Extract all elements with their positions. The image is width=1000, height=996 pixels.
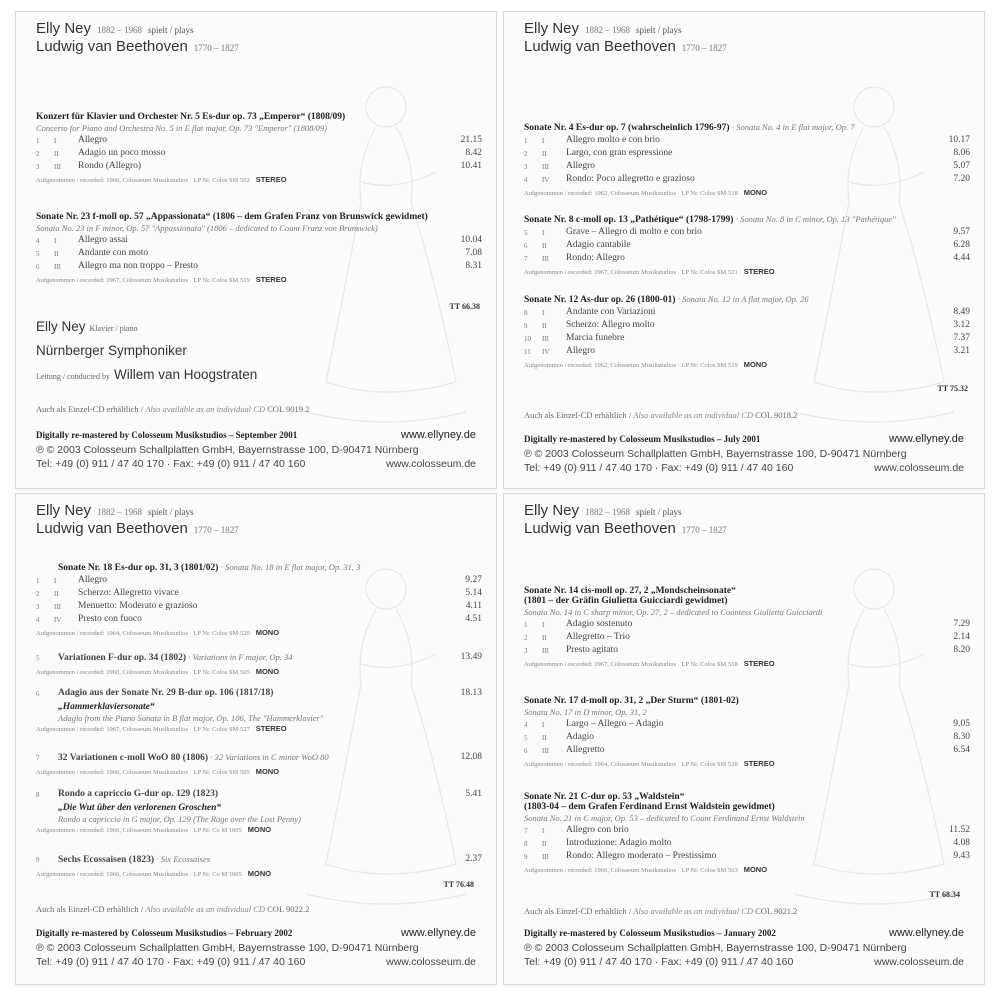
work-dedication: (1803-04 – dem Grafen Ferdinand Ernst Waldstein gewidmet) [524, 802, 775, 812]
header [524, 502, 727, 538]
track-row: 1 I Adagio sostenuto 7.29 [524, 619, 970, 629]
ellyney-url: www.ellyney.de [889, 433, 964, 445]
artist-name: Elly Ney [36, 502, 92, 519]
work-block: 8 Rondo a capriccio G-dur op. 129 (1823) 5.41 „Die Wut über den verlorenen Groschen“ Rondo a capriccio in G major, Op. 129 (The Rage over the Lost Penny) Aufgenommen / recorded: 1960, Colosseum Musikstudios · LP Nr. Co M 1005 MONO [36, 789, 482, 834]
track-row: 5 II Adagio 8.30 [524, 732, 970, 742]
work-years: (1800-01) [637, 295, 676, 305]
performers [36, 318, 257, 390]
work-title: Sonate Nr. 23 f-moll op. 57 „Appassionata“ [36, 212, 211, 222]
track-row: 5 II Andante con moto 7.08 [36, 248, 482, 258]
track-row: 3 III Presto agitato 8.20 [524, 645, 970, 655]
composer-name: Ludwig van Beethoven [36, 38, 188, 55]
track-row: 3 III Menuetto: Moderato e grazioso 4.11 [36, 601, 482, 611]
work-block [36, 112, 482, 184]
work-title: Sonate Nr. 8 c-moll op. 13 „Pathétique“ [524, 215, 684, 225]
work-title: Variationen F-dur op. 34 [58, 653, 159, 663]
track-row: 10 III Marcia funebre 7.37 [524, 333, 970, 343]
work-english-title: Concerto for Piano and Orchestra No. 5 in E flat major, Op. 73 "Emperor" (1808/09) [36, 123, 328, 133]
colosseum-url: www.colosseum.de [386, 956, 476, 968]
artist-years: 1882 – 1968 [585, 507, 631, 517]
track-row: 3 III Allegro 5.07 [524, 161, 970, 171]
footer [36, 430, 476, 472]
header [524, 20, 727, 56]
artist-years: 1882 – 1968 [97, 25, 143, 35]
track-row: 2 II Adagio un poco mosso 8.42 [36, 148, 482, 158]
recording-info: Aufgenommen / recorded: 1964, Colosseum Musikstudios · LP Nr. Colos SM 520 STEREO [524, 759, 775, 768]
work-block [36, 212, 482, 284]
track-row: 1 I Allegro 21.15 [36, 135, 482, 145]
work-block [524, 792, 970, 874]
footer [524, 928, 964, 970]
work-years: (1801-02) [700, 696, 739, 706]
track-row: 7 I Allegro con brio 11.52 [524, 825, 970, 835]
footer [524, 434, 964, 476]
composer-name: Ludwig van Beethoven [524, 38, 676, 55]
header [36, 502, 239, 538]
conductor-label: Leitung / conducted by [36, 372, 110, 381]
work-block: 6 Adagio aus der Sonate Nr. 29 B-dur op. 106 (1817/18) 18.13 „Hammerklaviersonate“ Adagio from the Piano Sonata in B flat major, Op. 106, The "Hammerklavier" Aufgenommen / recorded: 1967, Colosseum Musikstudios · LP Nr. Colos SM 527 STEREO [36, 688, 482, 733]
cd-back-cover-variations [16, 494, 496, 984]
composer-name: Ludwig van Beethoven [524, 520, 676, 537]
track-row: 3 III Rondo (Allegro) 10.41 [36, 161, 482, 171]
recording-info: Aufgenommen / recorded: 1960, Colosseum Musikstudios · LP Nr. Colos SM 502 STEREO [36, 175, 287, 184]
plays-label: spielt / plays [148, 25, 194, 35]
phone-fax: Tel: +49 (0) 911 / 47 40 170 · Fax: +49 (0) 911 / 47 40 160 [36, 458, 306, 470]
phone-fax: Tel: +49 (0) 911 / 47 40 170 · Fax: +49 (0) 911 / 47 40 160 [524, 956, 794, 968]
recording-info: Aufgenommen / recorded: 1964, Colosseum Musikstudios · LP Nr. Colos SM 520 MONO [36, 628, 280, 637]
copyright-line: ℗ © 2003 Colosseum Schallplatten GmbH, Bayernstrasse 100, D-90471 Nürnberg [36, 942, 419, 954]
copyright-line: ℗ © 2003 Colosseum Schallplatten GmbH, Bayernstrasse 100, D-90471 Nürnberg [524, 448, 907, 460]
track-row: 5 I Grave – Allegro di molto e con brio 9.57 [524, 227, 970, 237]
composer-years: 1770 – 1827 [193, 43, 239, 53]
individual-cd-note: Auch als Einzel-CD erhältlich / Also available as an individual CD COL 9018.2 [524, 410, 798, 420]
individual-cd-note: Auch als Einzel-CD erhältlich / Also available as an individual CD COL 9019.2 [36, 404, 310, 414]
track-row: 2 II Allegretto – Trio 2.14 [524, 632, 970, 642]
cd-back-cover-pathetique [504, 12, 984, 488]
work-english-title: · Sonata No. 18 in E flat major, Op. 31, 3 [220, 562, 361, 572]
performer-name: Elly Ney [36, 319, 86, 334]
work-dedication: (1801 – der Gräfin Giulietta Guicciardi gewidmet) [524, 596, 728, 606]
remaster-note: Digitally re-mastered by Colosseum Musikstudios – January 2002 [524, 928, 776, 938]
track-row: 9 III Rondo: Allegro moderato – Prestissimo 9.43 [524, 851, 970, 861]
individual-cd-note: Auch als Einzel-CD erhältlich / Also available as an individual CD COL 9022.2 [36, 904, 310, 914]
track-row: 4 IV Rondo: Poco allegretto e grazioso 7.20 [524, 174, 970, 184]
individual-cd-note: Auch als Einzel-CD erhältlich / Also available as an individual CD COL 9021.2 [524, 906, 798, 916]
performer-role: Klavier / piano [89, 324, 138, 333]
recording-info: Aufgenommen / recorded: 1967, Colosseum Musikstudios · LP Nr. Colos SM 518 STEREO [524, 659, 775, 668]
recording-info: Aufgenommen / recorded: 1967, Colosseum Musikstudios · LP Nr. Colos SM 519 STEREO [36, 275, 287, 284]
work-title: Adagio aus der Sonate Nr. 29 B-dur op. 106 [58, 688, 234, 698]
track-row: 4 I Largo – Allegro – Adagio 9.05 [524, 719, 970, 729]
phone-fax: Tel: +49 (0) 911 / 47 40 170 · Fax: +49 (0) 911 / 47 40 160 [36, 956, 306, 968]
work-title: Konzert für Klavier und Orchester Nr. 5 Es-dur op. 73 „Emperor“ [36, 112, 306, 122]
work-title: Sonate Nr. 18 Es-dur op. 31, 3 [58, 563, 179, 573]
work-block [524, 696, 970, 768]
recording-info: Aufgenommen / recorded: 1960, Colosseum Musikstudios · LP Nr. Co M 1005 MONO [36, 869, 272, 878]
footer [36, 928, 476, 970]
recording-info: Aufgenommen / recorded: 1960, Colosseum Musikstudios · LP Nr. Colos SM 505 MONO [36, 767, 280, 776]
total-time: TT 68.34 [929, 890, 960, 899]
ellyney-url: www.ellyney.de [401, 927, 476, 939]
recording-info: Aufgenommen / recorded: 1960, Colosseum Musikstudios · LP Nr. Colos SM 505 MONO [36, 667, 280, 676]
work-block [524, 294, 970, 369]
total-time: TT 66.38 [449, 302, 480, 311]
composer-years: 1770 – 1827 [681, 43, 727, 53]
track-row: 6 II Adagio cantabile 6.28 [524, 240, 970, 250]
composer-name: Ludwig van Beethoven [36, 520, 188, 537]
header [36, 20, 239, 56]
work-title: Sechs Ecossaisen [58, 855, 127, 865]
track-row: 1 I Allegro 9.27 [36, 575, 482, 585]
work-block [524, 586, 970, 668]
recording-info: Aufgenommen / recorded: 1960, Colosseum Musikstudios · LP Nr. Co M 1005 MONO [36, 825, 272, 834]
track-row: 4 IV Presto con fuoco 4.51 [36, 614, 482, 624]
artist-name: Elly Ney [36, 20, 92, 37]
remaster-note: Digitally re-mastered by Colosseum Musikstudios – July 2001 [524, 434, 761, 444]
recording-info: Aufgenommen / recorded: 1960, Colosseum Musikstudios · LP Nr. Colos SM 503 MONO [524, 865, 768, 874]
plays-label: spielt / plays [148, 507, 194, 517]
phone-fax: Tel: +49 (0) 911 / 47 40 170 · Fax: +49 (0) 911 / 47 40 160 [524, 462, 794, 474]
recording-info: Aufgenommen / recorded: 1962, Colosseum Musikstudios · LP Nr. Colos SM 518 MONO [524, 188, 768, 197]
work-english-title: Sonata No. 17 in D minor, Op. 31, 2 [524, 707, 647, 717]
recording-info: Aufgenommen / recorded: 1967, Colosseum Musikstudios · LP Nr. Colos SM 521 STEREO [524, 267, 775, 276]
remaster-note: Digitally re-mastered by Colosseum Musikstudios – February 2002 [36, 928, 293, 938]
work-title: 32 Variationen c-moll WoO 80 [58, 753, 181, 763]
work-title: Sonate Nr. 4 Es-dur op. 7 [524, 123, 626, 133]
work-english-title: · Sonata No. 12 in A flat major, Op. 26 [677, 294, 809, 304]
artist-years: 1882 – 1968 [585, 25, 631, 35]
copyright-line: ℗ © 2003 Colosseum Schallplatten GmbH, Bayernstrasse 100, D-90471 Nürnberg [524, 942, 907, 954]
track-row: 6 III Allegretto 6.54 [524, 745, 970, 755]
track-row: 8 I Andante con Variazioni 8.49 [524, 307, 970, 317]
track-row: 9 II Scherzo: Allegro molto 3.12 [524, 320, 970, 330]
colosseum-url: www.colosseum.de [386, 458, 476, 470]
track-row: 7 III Rondo: Allegro 4.44 [524, 253, 970, 263]
ellyney-url: www.ellyney.de [401, 429, 476, 441]
work-title: Sonate Nr. 12 As-dur op. 26 [524, 295, 636, 305]
work-block: 9 Sechs Ecossaisen (1823) · Six Ecossaises 2.37 Aufgenommen / recorded: 1960, Colosseum Musikstudios · LP Nr. Co M 1005 MONO [36, 854, 482, 878]
recording-info: Aufgenommen / recorded: 1962, Colosseum Musikstudios · LP Nr. Colos SM 519 MONO [524, 360, 768, 369]
colosseum-url: www.colosseum.de [874, 956, 964, 968]
composer-years: 1770 – 1827 [193, 525, 239, 535]
work-block [36, 562, 482, 637]
total-time: TT 76.48 [443, 880, 474, 889]
work-english-title: · Sonata No. 4 in E flat major, Op. 7 [731, 122, 855, 132]
cd-back-cover-moonlight [504, 494, 984, 984]
work-block [524, 122, 970, 197]
work-title: Rondo a capriccio G-dur op. 129 [58, 789, 191, 799]
track-row: 6 III Allegro ma non troppo – Presto 8.31 [36, 261, 482, 271]
artist-name: Elly Ney [524, 502, 580, 519]
work-years: (1808/09) [307, 112, 346, 122]
colosseum-url: www.colosseum.de [874, 462, 964, 474]
track-row: 2 II Largo, con gran espressione 8.06 [524, 148, 970, 158]
work-block: 7 32 Variationen c-moll WoO 80 (1806) · 32 Variations in C minor WoO 80 12.08 Aufgenommen / recorded: 1960, Colosseum Musikstudios · LP Nr. Colos SM 505 MONO [36, 752, 482, 776]
track-row: 11 IV Allegro 3.21 [524, 346, 970, 356]
recording-info: Aufgenommen / recorded: 1967, Colosseum Musikstudios · LP Nr. Colos SM 527 STEREO [36, 724, 287, 733]
work-title: Sonate Nr. 21 C-dur op. 53 „Waldstein“ [524, 792, 685, 802]
track-row: 2 II Scherzo: Allegretto vivace 5.14 [36, 588, 482, 598]
artist-years: 1882 – 1968 [97, 507, 143, 517]
cd-back-cover-emperor [16, 12, 496, 488]
composer-years: 1770 – 1827 [681, 525, 727, 535]
copyright-line: ℗ © 2003 Colosseum Schallplatten GmbH, Bayernstrasse 100, D-90471 Nürnberg [36, 444, 419, 456]
work-title: Sonate Nr. 17 d-moll op. 31, 2 „Der Sturm“ [524, 696, 699, 706]
artist-name: Elly Ney [524, 20, 580, 37]
work-years: (1798-1799) [685, 215, 734, 225]
work-block [524, 214, 970, 276]
work-english-title: Sonata No. 21 in C major, Op. 53 – dedicated to Count Ferdinand Ernst Waldstein [524, 813, 805, 823]
orchestra-name: Nürnberger Symphoniker [36, 343, 187, 358]
remaster-note: Digitally re-mastered by Colosseum Musikstudios – September 2001 [36, 430, 298, 440]
track-row: 8 II Introduzione: Adagio molto 4.08 [524, 838, 970, 848]
plays-label: spielt / plays [636, 25, 682, 35]
work-block: 5 Variationen F-dur op. 34 (1802) · Variations in F major, Op. 34 13.49 Aufgenommen / recorded: 1960, Colosseum Musikstudios · LP Nr. Colos SM 505 MONO [36, 652, 482, 676]
work-english-title: Sonata No. 14 in C sharp minor, Op. 27, 2 – dedicated to Countess Giulietta Guicciardi [524, 607, 823, 617]
work-english-title: Sonata No. 23 in F minor, Op. 57 "Appassionata" (1806 – dedicated to Count Franz von Brunswick) [36, 223, 378, 233]
work-years: (wahrscheinlich 1796-97) [628, 123, 730, 133]
work-years: (1806 – dem Grafen Franz von Brunswick gewidmet) [212, 212, 428, 222]
total-time: TT 75.32 [937, 384, 968, 393]
ellyney-url: www.ellyney.de [889, 927, 964, 939]
track-row: 1 I Allegro molto e con brio 10.17 [524, 135, 970, 145]
work-title: Sonate Nr. 14 cis-moll op. 27, 2 „Mondscheinsonate“ [524, 586, 736, 596]
track-row: 4 I Allegro assai 10.04 [36, 235, 482, 245]
conductor-name: Willem van Hoogstraten [113, 367, 258, 382]
work-years: (1801/02) [181, 563, 219, 573]
plays-label: spielt / plays [636, 507, 682, 517]
work-english-title: · Sonata No. 8 in C minor, Op. 13 "Pathétique" [735, 214, 896, 224]
